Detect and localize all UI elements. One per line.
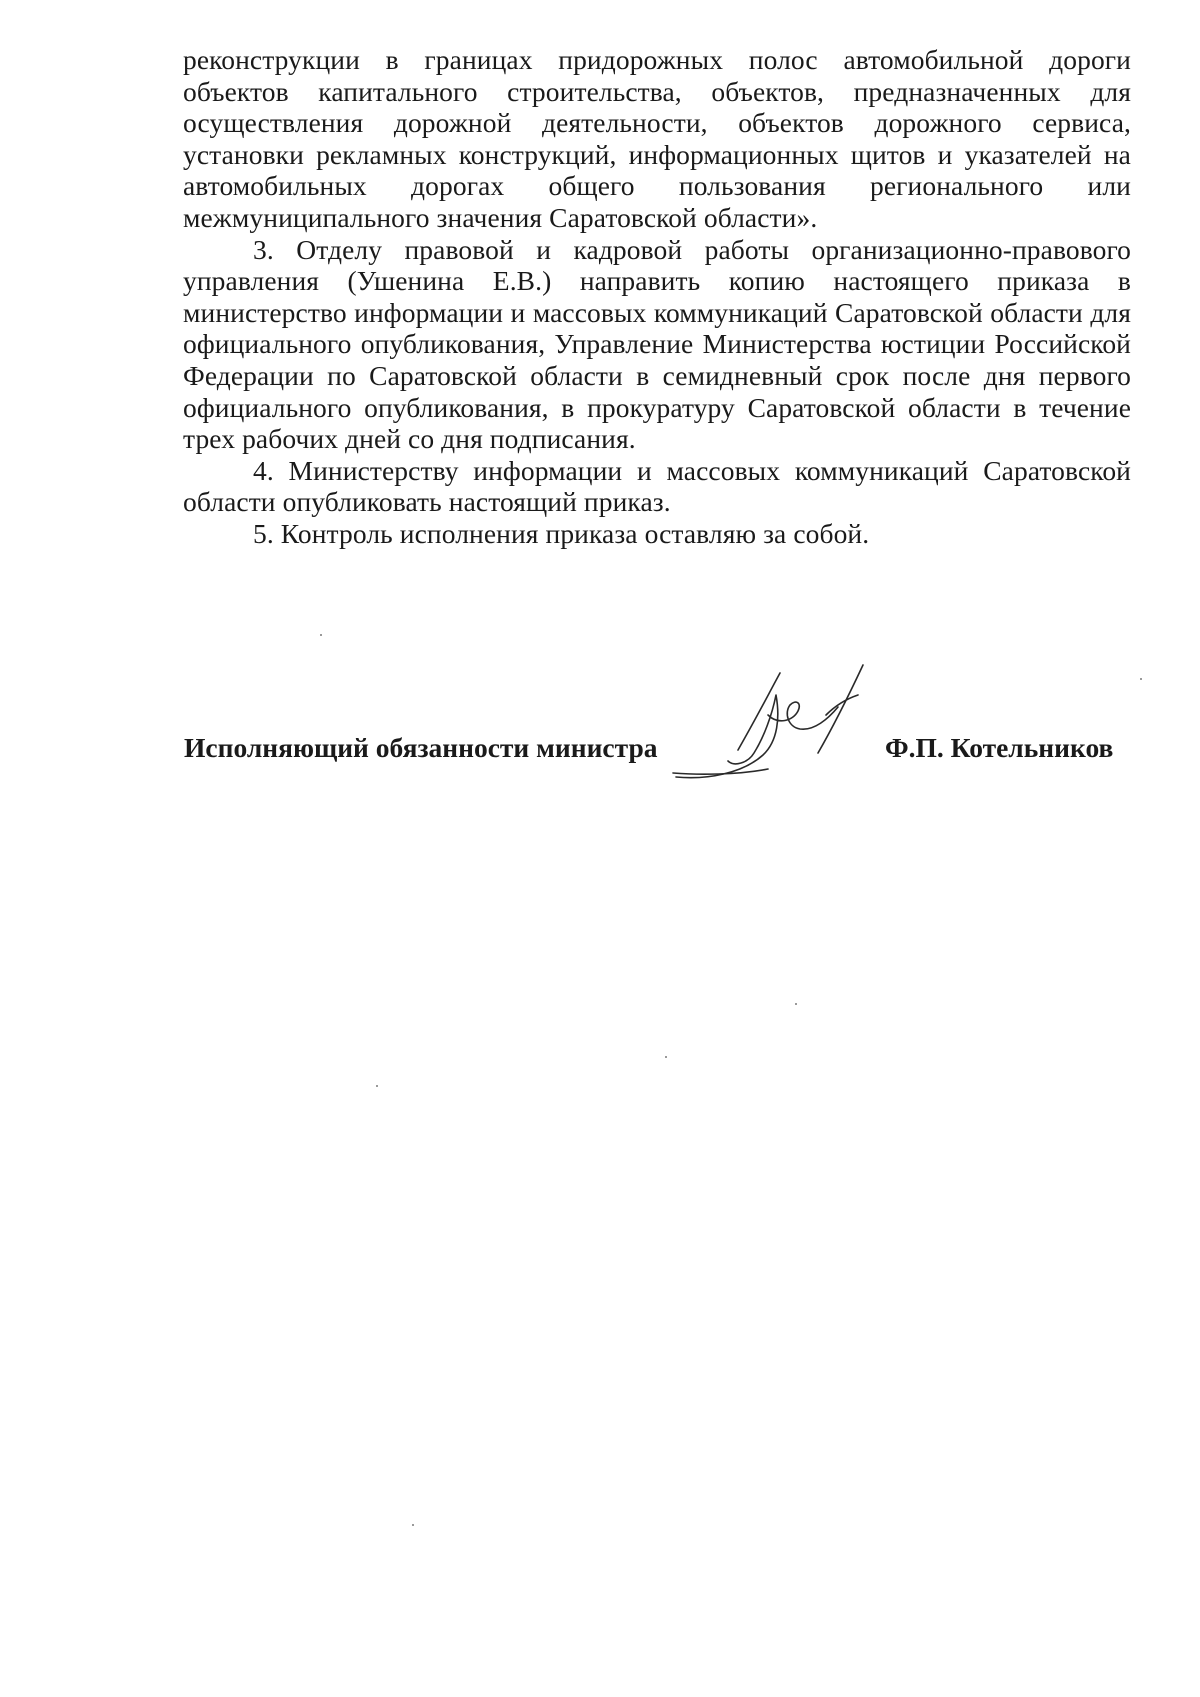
- scan-speck: [795, 1003, 797, 1005]
- handwritten-signature: [668, 655, 878, 785]
- scan-speck: [665, 1056, 667, 1058]
- scan-speck: [320, 634, 322, 636]
- paragraph-4: 4. Министерству информации и массовых коммуникаций Саратовской области опубликовать настоящий приказ.: [183, 454, 1131, 518]
- scan-speck: [376, 1085, 378, 1087]
- signatory-name: Ф.П. Котельников: [885, 732, 1114, 763]
- scan-speck: [412, 1524, 414, 1526]
- paragraph-5: 5. Контроль исполнения приказа оставляю за собой.: [253, 517, 870, 549]
- paragraph-continuation: реконструкции в границах придорожных полос автомобильной дороги объектов капитального строительства, объектов, предназначенных для осуществления дорожной деятельности, объектов дорожного сервиса, установки рекламных конструкций, информационных щитов и указателей на автомобильных дорогах общего пользования регионального или межмуниципального значения Саратовской области».: [183, 44, 1131, 233]
- paragraph-3: 3. Отделу правовой и кадровой работы организационно-правового управления (Ушенина Е.В.) направить копию настоящего приказа в министерство информации и массовых коммуникаций Саратовской области для официального опубликования, Управление Министерства юстиции Российской Федерации по Саратовской области в семидневный срок после дня первого официального опубликования, в прокуратуру Саратовской области в течение трех рабочих дней со дня подписания.: [183, 233, 1131, 455]
- scan-speck: [1140, 678, 1142, 680]
- document-body: [183, 44, 1131, 550]
- signatory-title: Исполняющий обязанности министра: [184, 732, 658, 763]
